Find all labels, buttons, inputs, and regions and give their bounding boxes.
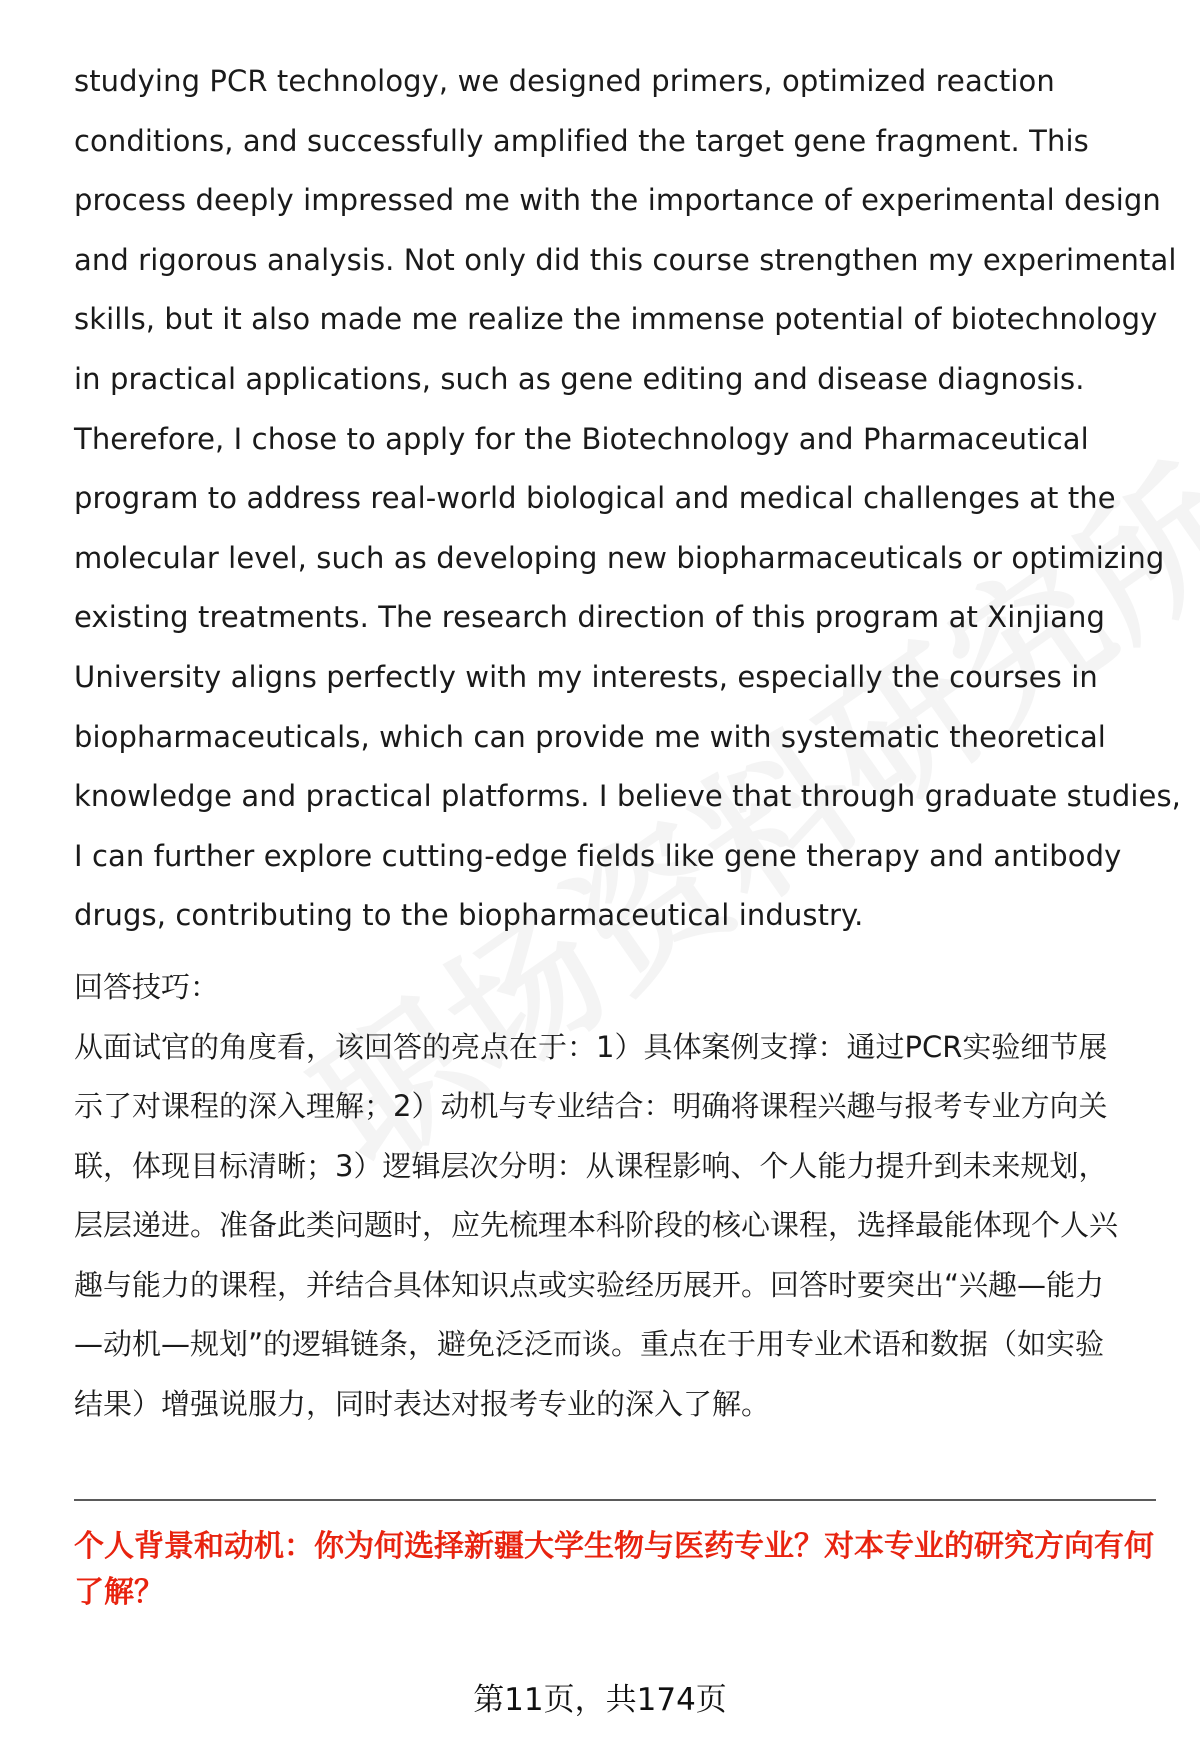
answer-line: program to address real-world biological and medical challenges at the xyxy=(74,481,1116,516)
answer-line: studying PCR technology, we designed primers, optimized reaction xyxy=(74,64,1055,98)
answer-line: I can further explore cutting-edge fields like gene therapy and antibody xyxy=(74,838,1122,873)
answer-paragraph xyxy=(74,52,1181,946)
answer-line: drugs, contributing to the biopharmaceutical industry. xyxy=(74,898,864,933)
section-divider xyxy=(74,1499,1156,1501)
answer-line: University aligns perfectly with my interests, especially the courses in xyxy=(74,659,1098,694)
tips-line: 联，体现目标清晰；3）逻辑层次分明：从课程影响、个人能力提升到未来规划， xyxy=(74,1148,1108,1183)
answer-line: existing treatments. The research direction of this program at Xinjiang xyxy=(74,600,1106,635)
tips-line: —动机—规划”的逻辑链条，避免泛泛而谈。重点在于用专业术语和数据（如实验 xyxy=(74,1327,1105,1362)
tips-paragraph xyxy=(74,1018,1154,1435)
tips-line: 层层递进。准备此类问题时，应先梳理本科阶段的核心课程，选择最能体现个人兴 xyxy=(74,1208,1119,1243)
question-line: 个人背景和动机：你为何选择新疆大学生物与医药专业？对本专业的研究方向有何 xyxy=(74,1529,1154,1564)
answer-line: Therefore, I chose to apply for the Biotechnology and Pharmaceutical xyxy=(74,421,1089,456)
answer-line: skills, but it also made me realize the immense potential of biotechnology xyxy=(74,302,1158,337)
question-heading xyxy=(74,1524,1164,1616)
tips-line: 趣与能力的课程，并结合具体知识点或实验经历展开。回答时要突出“兴趣—能力 xyxy=(74,1267,1105,1302)
answer-line: molecular level, such as developing new biopharmaceuticals or optimizing xyxy=(74,540,1165,575)
answer-line: knowledge and practical platforms. I believe that through graduate studies, xyxy=(74,779,1181,814)
answer-line: process deeply impressed me with the importance of experimental design xyxy=(74,183,1161,218)
answer-line: biopharmaceuticals, which can provide me with systematic theoretical xyxy=(74,719,1106,754)
tips-line: 结果）增强说服力，同时表达对报考专业的深入了解。 xyxy=(74,1387,771,1422)
tips-heading: 回答技巧： xyxy=(74,969,220,1004)
tips-line: 从面试官的角度看，该回答的亮点在于：1）具体案例支撑：通过PCR实验细节展 xyxy=(74,1029,1108,1064)
answer-line: and rigorous analysis. Not only did this course strengthen my experimental xyxy=(74,242,1177,277)
answer-line: conditions, and successfully amplified the target gene fragment. This xyxy=(74,123,1089,158)
question-line: 了解？ xyxy=(74,1575,164,1610)
tips-line: 示了对课程的深入理解；2）动机与专业结合：明确将课程兴趣与报考专业方向关 xyxy=(74,1089,1108,1124)
document-body xyxy=(74,52,1181,1435)
page-number: 第11页，共174页 xyxy=(473,1682,727,1718)
answer-line: in practical applications, such as gene editing and disease diagnosis. xyxy=(74,361,1085,396)
